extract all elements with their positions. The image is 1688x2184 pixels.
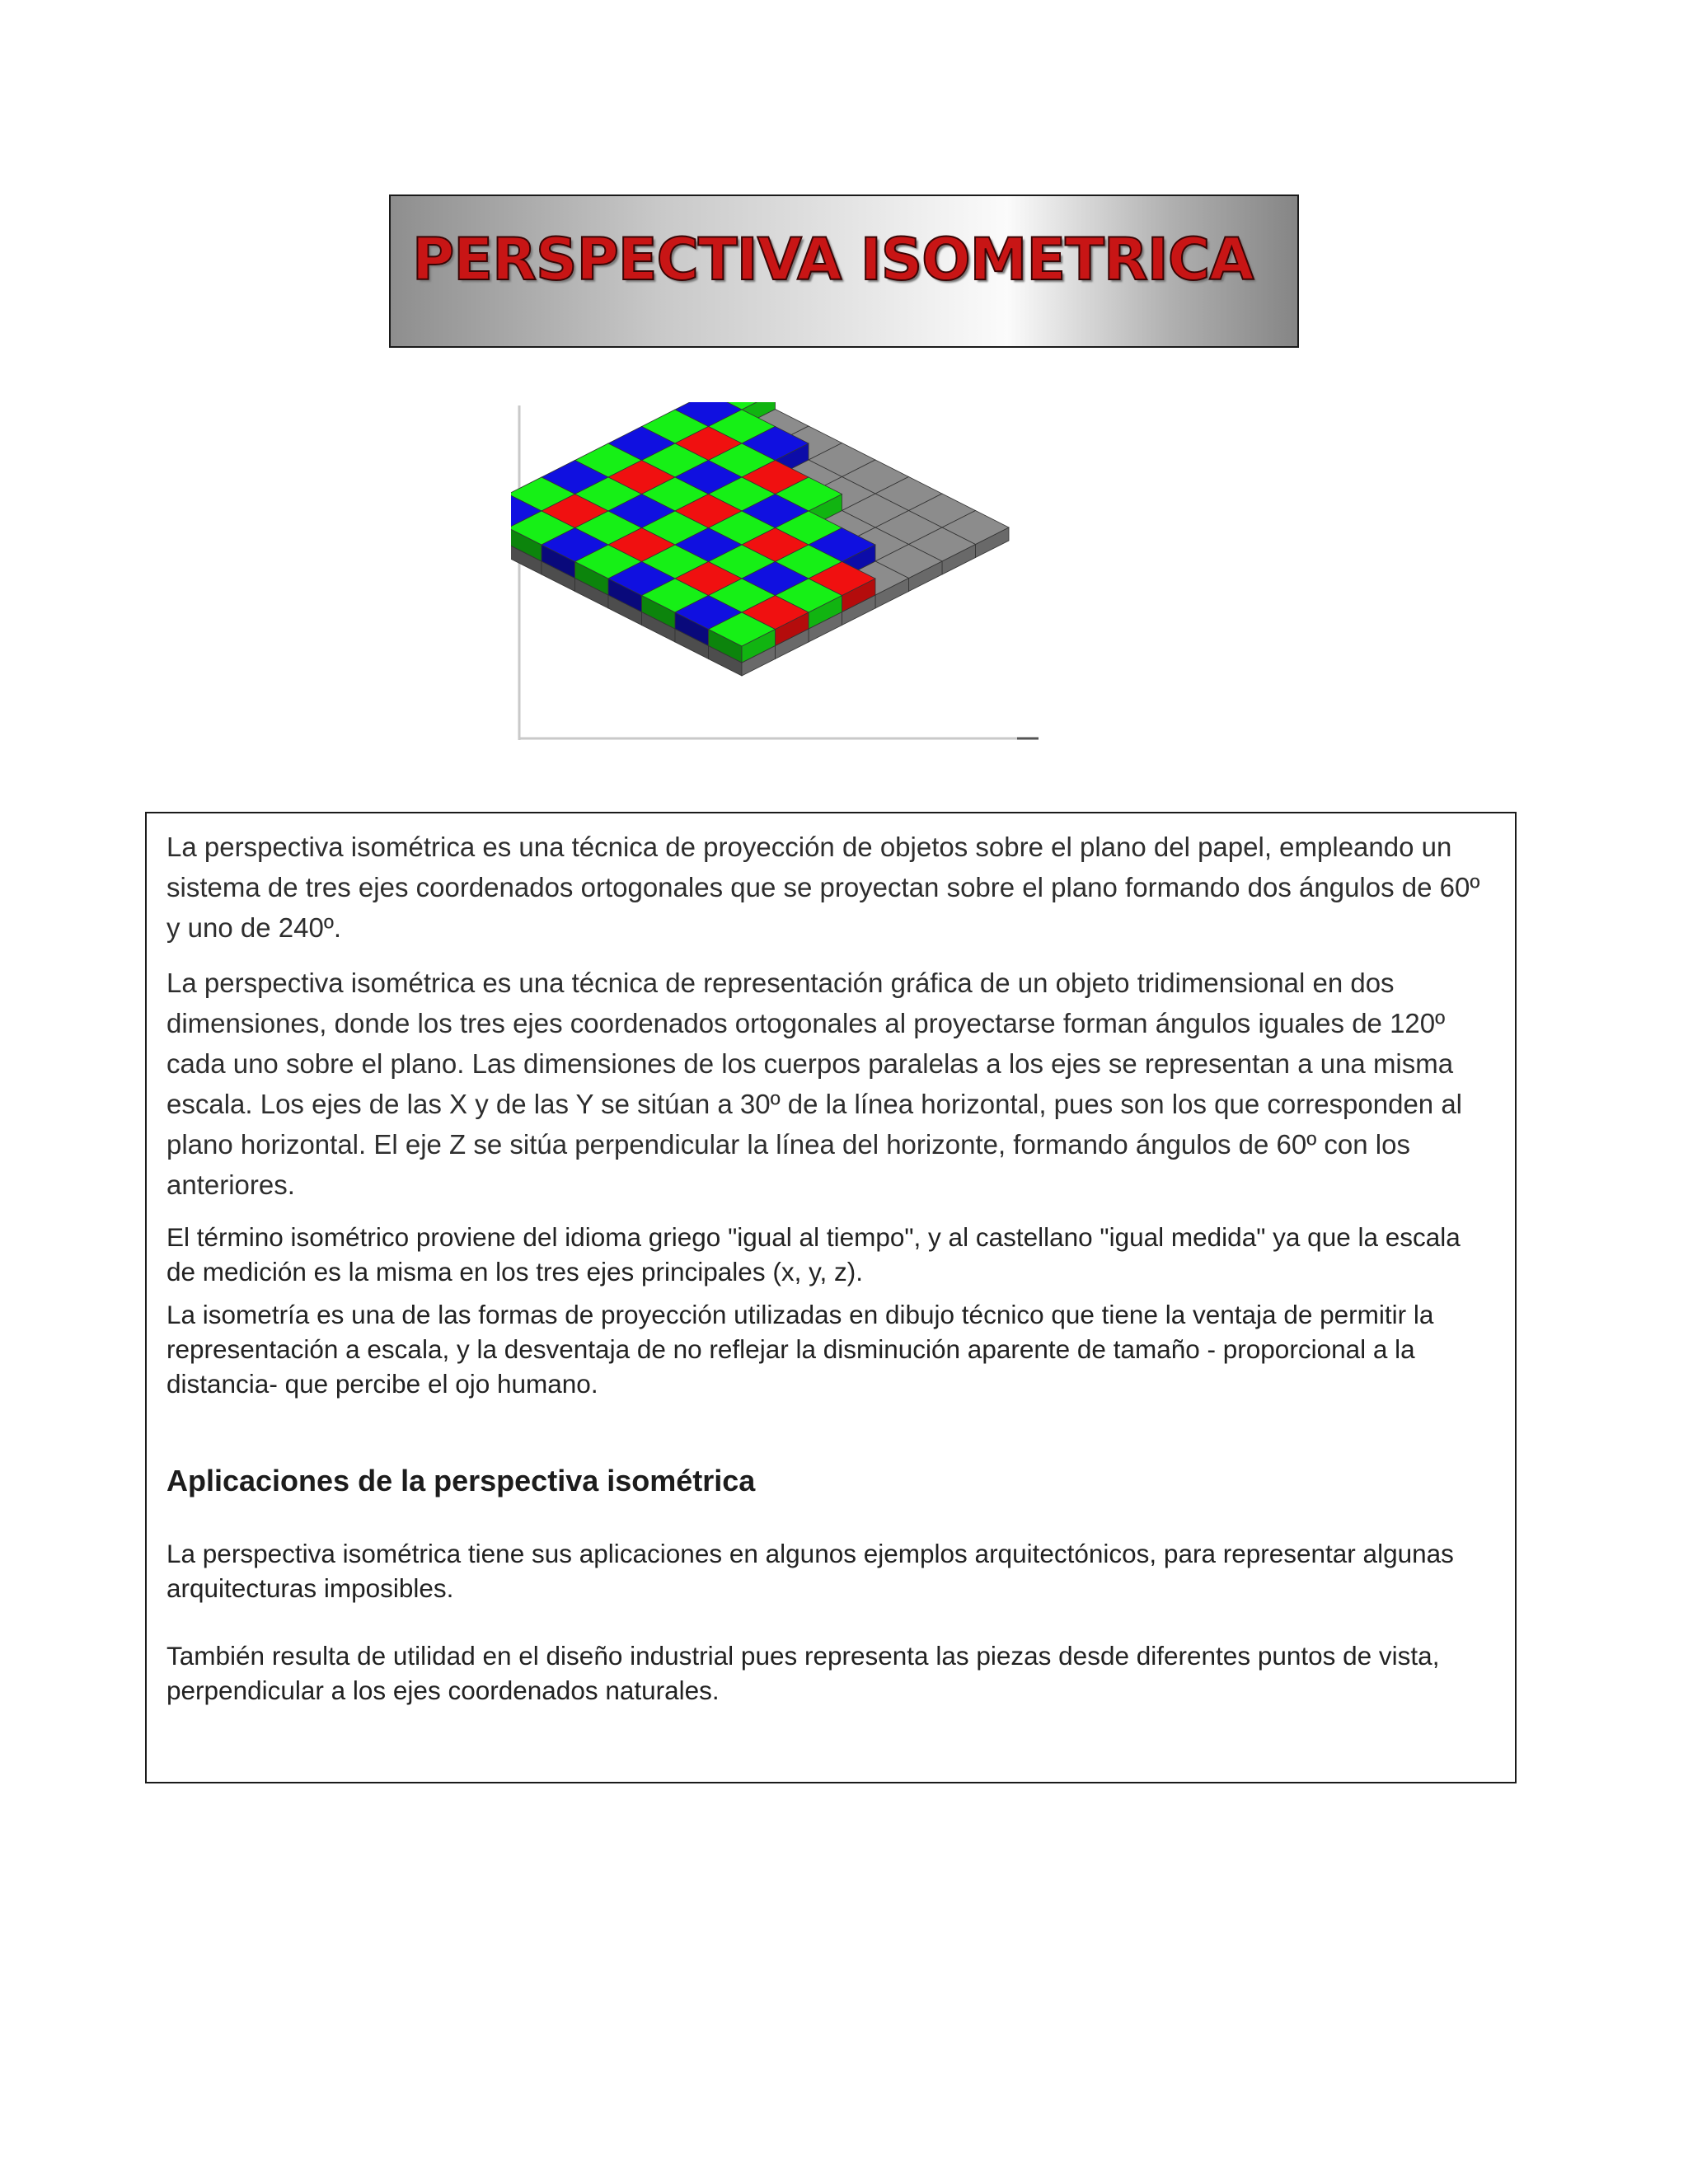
paragraph-representation: La perspectiva isométrica es una técnica de representación gráfica de un objeto tridimensional en dos dimensiones, donde los tres ejes coordenados ortogonales al proyectarse forman ángulos iguales de 120º cada uno sobre el plano. Las dimensiones de los cuerpos paralelas a los ejes se representan a una misma escala. Los ejes de las X y de las Y se sitúan a 30º de la línea horizontal, pues son los que corresponden al plano horizontal. El eje Z se sitúa perpendicular la línea del horizonte, formando ángulos de 60º con los anteriores. [166, 968, 1463, 1200]
paragraph-applications-industrial: También resulta de utilidad en el diseño industrial pues representa las piezas desde diferentes puntos de vista, perpendicular a los ejes coordenados naturales. [166, 1641, 1440, 1705]
iso-tiles [511, 402, 1009, 676]
content-box [145, 812, 1517, 1783]
applications-heading: Aplicaciones de la perspectiva isométrica [166, 1464, 756, 1497]
page-title: PERSPECTIVA ISOMETRICA [412, 226, 1254, 293]
paragraph-etymology: El término isométrico proviene del idioma griego "igual al tiempo", y al castellano "igual medida" ya que la escala de medición es la misma en los tres ejes principales (x, y, z). [166, 1222, 1461, 1286]
paragraph-applications-architecture: La perspectiva isométrica tiene sus aplicaciones en algunos ejemplos arquitectónicos, para representar algunas arquitecturas imposibles. [166, 1539, 1454, 1603]
paragraph-definition: La perspectiva isométrica es una técnica de proyección de objetos sobre el plano del papel, empleando un sistema de tres ejes coordenados ortogonales que se proyectan sobre el plano formando dos ángulos de 60º y uno de 240º. [166, 832, 1480, 943]
isometric-checkerboard-icon [511, 402, 1047, 743]
paragraph-isometry: La isometría es una de las formas de proyección utilizadas en dibujo técnico que tiene la ventaja de permitir la representación a escala, y la desventaja de no reflejar la disminución aparente de tamaño - proporcional a la distancia- que percibe el ojo humano. [166, 1300, 1434, 1399]
title-banner [389, 194, 1299, 348]
isometric-figure [511, 402, 1047, 743]
